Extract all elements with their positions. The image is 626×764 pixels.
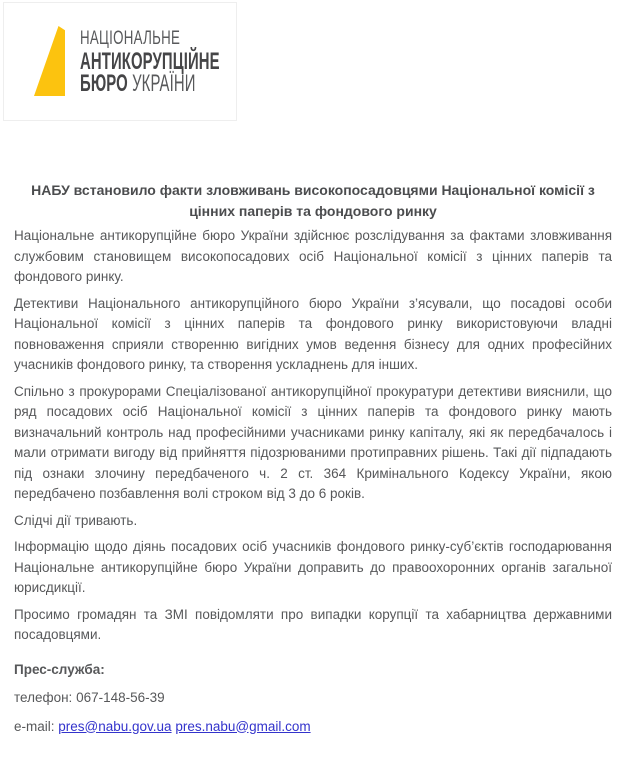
email-link-nabu[interactable]: pres@nabu.gov.ua [58, 718, 172, 734]
paragraph-3: Спільно з прокурорами Спеціалізованої антикорупційної прокуратури детективи вияснили, що ряд посадових осіб Національної комісії з цінних паперів та фондового ринку мають визначальний контроль над професійними учасниками ринку капіталу, які як передбачалось і мали отримати вигоду від прийняття підозрюваними протиправних рішень. Такі дії підпадають під ознаки злочину передбаченого ч. 2 ст. 364 Кримінального Кодексу України, якою передбачено позбавлення волі строком від 3 до 6 років. [14, 383, 612, 501]
logo-line-anticorruption: АНТИКОРУПЦІЙНЕ [80, 48, 220, 75]
email-line [14, 717, 612, 738]
paragraph-6: Просимо громадян та ЗМІ повідомляти про випадки корупції та хабарництва державними посадовцями. [14, 606, 612, 642]
logo-bureau-light: УКРАЇНИ [132, 70, 196, 97]
paragraph-4: Слідчі дії тривають. [14, 512, 138, 528]
phone-number: 067-148-56-39 [76, 690, 165, 705]
logo-bureau-bold: БЮРО [80, 70, 128, 97]
paragraph-2: Детективи Національного антикорупційного бюро України з’ясували, що посадові особи Національної комісії з цінних паперів та фондового ринку використовуючи владні повноваження сприяли створенню вигідних умов ведення бізнесу для одних професійних учасників фондового ринку, та створення ускладнень для інших. [14, 295, 612, 372]
logo-line-national: НАЦІОНАЛЬНЕ [80, 28, 181, 49]
email-link-gmail[interactable]: pres.nabu@gmail.com [175, 718, 311, 734]
phone-line [14, 688, 612, 709]
article-title: НАБУ встановило факти зловживань високопосадовцями Національної комісії з цінних паперів та фондового ринку [31, 182, 595, 219]
phone-label: телефон: [14, 690, 73, 705]
paragraph-1: Національне антикорупційне бюро України здійснює розслідування за фактами зловживання службовим становищем високопосадових осіб Національної комісії з цінних паперів та фондового ринку. [14, 228, 612, 284]
paragraph-5: Інформацію щодо діянь посадових осіб учасників фондового ринку-суб’єктів господарювання Національне антикорупційне бюро України доправить до правоохоронних органів загальної юрисдикції. [14, 539, 612, 595]
contacts-section [14, 660, 612, 738]
press-service-heading: Прес-служба: [14, 661, 105, 677]
email-label: e-mail: [14, 718, 55, 734]
